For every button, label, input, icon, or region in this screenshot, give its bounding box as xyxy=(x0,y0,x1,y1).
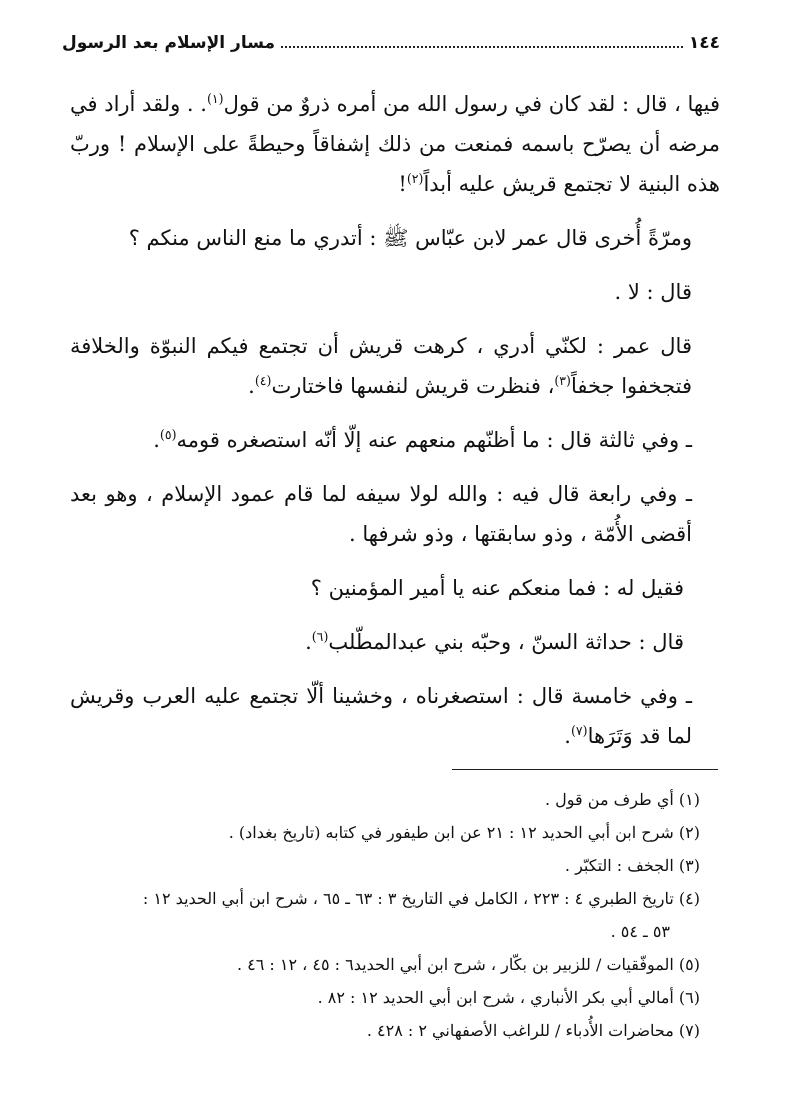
paragraph xyxy=(70,326,720,406)
text-run: . . ولقد أراد في مرضه أن يصرّح باسمه فمنعت من ذلك إشفاقاً وحيطةً على الإسلام ! وربّ هذه البنية لا تجتمع قريش عليه أبداً xyxy=(70,92,720,196)
paragraph xyxy=(70,568,720,608)
footnote: (١) أي طرف من قول . xyxy=(544,790,700,809)
footnote-text: (٤) تاريخ الطبري ٤ : ٢٢٣ ، الكامل في التاريخ ٣ : ٦٣ ـ ٦٥ ، شرح ابن أبي الحديد ١٢ : xyxy=(142,889,700,908)
text-run: ، فنظرت قريش لنفسها فاختارت xyxy=(271,374,555,398)
main-text xyxy=(70,84,720,770)
dotted-leader xyxy=(281,46,683,48)
text-run: فيها ، قال : لقد كان في رسول الله من أمره ذروٌ من قول xyxy=(223,92,720,116)
text-run: ! xyxy=(398,172,407,196)
paragraph xyxy=(70,622,720,662)
running-title: مسار الإسلام بعد الرسول xyxy=(62,33,276,53)
text-run: . xyxy=(305,630,312,654)
text-run: قال عمر : لكنّي أدري ، كرهت قريش أن تجتمع فيكم النبوّة والخلافة فتجخفوا جخفاً xyxy=(70,334,692,398)
footnote-continuation: ٥٣ ـ ٥٤ . xyxy=(610,922,670,941)
footnote: (٣) الجخف : التكبّر . xyxy=(564,856,700,875)
paragraph xyxy=(70,84,720,204)
paragraph xyxy=(70,676,720,756)
text-run: قال : حداثة السنّ ، وحبّه بني عبدالمطّلب xyxy=(328,630,684,654)
text-run: ومرّةً أُخرى قال عمر لابن عبّاس ﷺ : أتدري ما منع الناس منكم ؟ xyxy=(128,226,692,250)
page-number: ١٤٤ xyxy=(688,33,720,53)
footnote xyxy=(72,882,700,948)
text-run: . xyxy=(153,428,160,452)
text-run: . xyxy=(564,724,571,748)
footnote: (٢) شرح ابن أبي الحديد ١٢ : ٢١ عن ابن طيفور في كتابه (تاريخ بغداد) . xyxy=(228,823,700,842)
footnote-ref: (٦) xyxy=(311,629,329,644)
footnote-ref: (٤) xyxy=(254,373,272,388)
footnote-separator xyxy=(452,769,718,770)
text-run: ـ وفي ثالثة قال : ما أظنّهم منعهم عنه إلّا أنّه استصغره قومه xyxy=(176,428,692,452)
footnote-ref: (١) xyxy=(206,91,224,106)
footnote-ref: (٣) xyxy=(554,373,571,388)
footnote-ref: (٢) xyxy=(406,171,424,186)
text-run: ـ وفي خامسة قال : استصغرناه ، وخشينا ألّا تجتمع عليه العرب وقريش لما قد وَتَرَها xyxy=(70,684,692,748)
text-run: قال : لا . xyxy=(614,280,692,304)
paragraph xyxy=(70,218,720,258)
paragraph xyxy=(70,272,720,312)
footnote: (٥) الموفّقيات / للزبير بن بكّار ، شرح ابن أبي الحديد٦ : ٤٥ ، ١٢ : ٤٦ . xyxy=(236,955,700,974)
footnotes xyxy=(72,783,700,1047)
footnote-ref: (٧) xyxy=(570,723,588,738)
text-run: فقيل له : فما منعكم عنه يا أمير المؤمنين ؟ xyxy=(310,576,684,600)
text-run: ـ وفي رابعة قال فيه : والله لولا سيفه لما قام عمود الإسلام ، وهو بعد أقضى الأُمّة ، وذو سابقتها ، وذو شرفها . xyxy=(70,482,692,546)
text-run: . xyxy=(248,374,255,398)
footnote: (٧) محاضرات الأُدباء / للراغب الأصفهاني ٢ : ٤٢٨ . xyxy=(366,1021,700,1040)
running-header xyxy=(62,28,720,58)
paragraph xyxy=(70,420,720,460)
paragraph xyxy=(70,474,720,554)
footnote: (٦) أمالي أبي بكر الأنباري ، شرح ابن أبي الحديد ١٢ : ٨٢ . xyxy=(317,988,700,1007)
footnote-ref: (٥) xyxy=(159,427,177,442)
